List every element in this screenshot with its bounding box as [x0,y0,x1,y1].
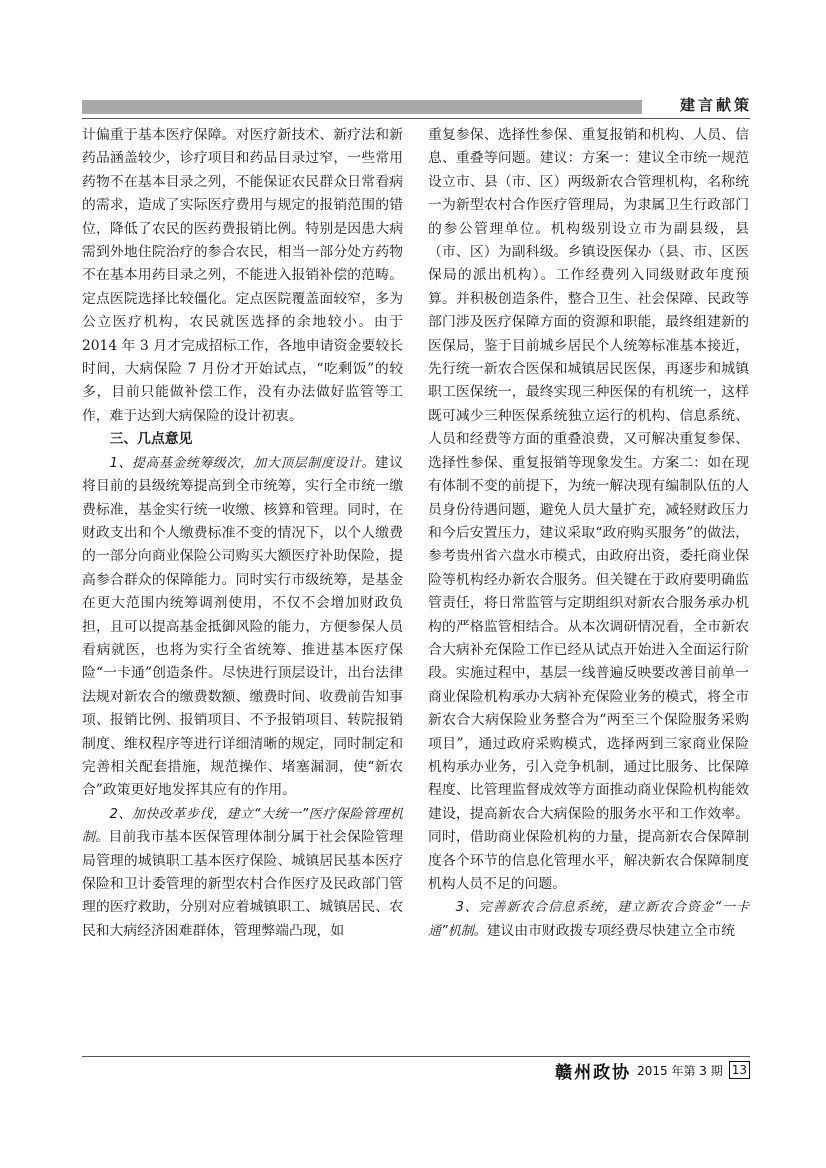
issue-label: 2015 年第 3 期 [637,1063,723,1078]
right-column [428,124,749,943]
magazine-name: 赣州政协 [555,1062,632,1083]
subheading: 3、完善新农合信息系统，建立新农合资金“一卡通”机制。 [428,900,749,939]
paragraph-body: 建议由市财政拨专项经费尽快建立全市统 [486,922,736,939]
section-title: 建言献策 [679,96,752,114]
page-number: 13 [729,1061,750,1079]
header-bar [82,100,642,114]
paragraph [428,896,749,943]
footer [555,1060,750,1083]
footer-divider [82,1056,750,1057]
subheading: 1、提高基金统筹级次，加大顶层制度设计。 [109,455,375,471]
section-heading: 三、几点意见 [109,431,193,448]
header-divider [82,118,750,119]
subheading: 2、加快改革步伐，建立“大统一”医疗保险管理机制。 [82,806,403,846]
paragraph [82,452,403,803]
left-column [82,124,403,943]
paragraph: 计偏重于基本医疗保障。对医疗新技术、新疗法和新药品涵盖较少，诊疗项目和药品目录过窄，一些常用药物不在基本目录之列，不能保证农民群众日常看病的需求，造成了实际医疗费用与规定的报销范围的错位，降低了农民的医药费报销比例。特别是因患大病需到外地住院治疗的参合农民，相当一部分处方药物不在基本用药目录之列，不能进入报销补偿的范畴。定点医院选择比较僵化。定点医院覆盖面较窄，多为公立医疗机构，农民就医选择的余地较小。由于 2014 年 3 月才完成招标工作，各地申请资金要较长时间，大病保险 7 月份才开始试点，“吃剩饭”的较多，目前只能做补偿工作，没有办法做好监管等工作，难于达到大病保险的设计初衷。 [82,127,403,424]
paragraph-body: 建议将目前的县级统筹提高到全市统筹，实行全市统一缴费标准，基金实行统一收缴、核算和管理。同时，在财政支出和个人缴费标准不变的情况下，以个人缴费的一部分向商业保险公司购买大额医疗补助保险，提高参合群众的保障能力。同时实行市级统筹，是基金在更大范围内统筹调剂使用，不仅不会增加财政负担，且可以提高基金抵御风险的能力，方便参保人员看病就医，也将为实行全省统筹、推进基本医疗保险“一卡通”创造条件。尽快进行顶层设计，出台法律法规对新农合的缴费数额、缴费时间、收费前告知事项、报销比例、报销项目、不予报销项目、转院报销制度、维权程序等进行详细清晰的规定，同时制定和完善相关配套措施，规范操作、堵塞漏洞，使“新农合”政策更好地发挥其应有的作用。 [82,454,404,799]
paragraph-body: 目前我市基本医保管理体制分属于社会保险管理局管理的城镇职工基本医疗保险、城镇居民基本医疗保险和卫计委管理的新型农村合作医疗及民政部门管理的医疗救助，分别对应着城镇职工、城镇居民、农民和大病经济困难群体，管理弊端凸现，如 [82,829,403,939]
paragraph: 重复参保、选择性参保、重复报销和机构、人员、信息、重叠等问题。建议：方案一：建议全市统一规范设立市、县（市、区）两级新农合管理机构，名称统一为新型农村合作医疗管理局，为隶属卫生行政部门的参公管理单位。机构级别设立市为副县级，县（市、区）为副科级。乡镇设医保办（县、市、区医保局的派出机构）。工作经费列入同级财政年度预算。并积极创造条件，整合卫生、社会保障、民政等部门涉及医疗保障方面的资源和职能，最终组建新的医保局，鉴于目前城乡居民个人统筹标准基本接近，先行统一新农合医保和城镇居民医保，再逐步和城镇职工医保统一，最终实现三种医保的有机统一，这样既可减少三种医保系统独立运行的机构、信息系统、人员和经费等方面的重叠浪费，又可解决重复参保、选择性参保、重复报销等现象发生。方案二：如在现有体制不变的前提下，为统一解决现有编制队伍的人员身份待遇问题，避免人员大量扩充，减轻财政压力和今后安置压力，建议采取“政府购买服务”的做法，参考贵州省六盘水市模式，由政府出资，委托商业保险等机构经办新农合服务。但关键在于政府要明确监管责任，将日常监管与定期组织对新农合服务承办机构的严格监管相结合。从本次调研情况看，全市新农合大病补充保险工作已经从试点开始进入全面运行阶段。实施过程中，基层一线普遍反映要改善目前单一商业保险机构承办大病补充保险业务的模式，将全市新农合大病保险业务整合为“两至三个保险服务采购项目”，通过政府采购模式，选择两到三家商业保险机构承办业务，引入竞争机制，通过比服务、比保障程度、比管理监督成效等方面推动商业保险机构能效建设，提高新农合大病保险的服务水平和工作效率。同时，借助商业保险机构的力量，提高新农合保障制度各个环节的信息化管理水平，解决新农合保障制度机构人员不足的问题。 [428,127,749,892]
paragraph [82,803,403,943]
